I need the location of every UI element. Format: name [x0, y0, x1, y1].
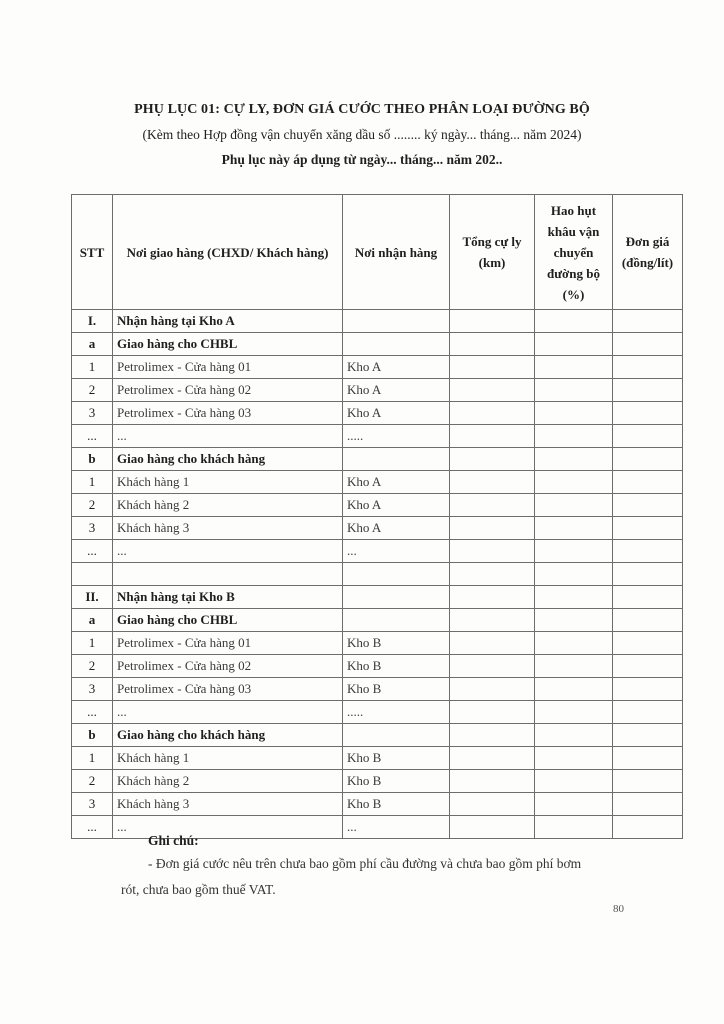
cell-delivery-place: Petrolimex - Cửa hàng 02 [113, 655, 343, 678]
cell-loss-rate [535, 379, 613, 402]
cell-distance [450, 310, 535, 333]
cell-loss-rate [535, 563, 613, 586]
table-row [72, 540, 683, 563]
cell-receiving-place: Kho B [343, 793, 450, 816]
cell-loss-rate [535, 816, 613, 839]
cell-loss-rate [535, 540, 613, 563]
cell-loss-rate [535, 494, 613, 517]
cell-unit-price [613, 655, 683, 678]
table-row [72, 747, 683, 770]
cell-delivery-place: Petrolimex - Cửa hàng 01 [113, 632, 343, 655]
page-title: PHỤ LỤC 01: CỰ LY, ĐƠN GIÁ CƯỚC THEO PHÂN LOẠI ĐƯỜNG BỘ [134, 102, 590, 117]
cell-receiving-place: Kho A [343, 356, 450, 379]
cell-stt: 2 [72, 770, 113, 793]
cell-unit-price [613, 793, 683, 816]
cell-distance [450, 632, 535, 655]
cell-stt: II. [72, 586, 113, 609]
table-section-row [72, 609, 683, 632]
cell-unit-price [613, 678, 683, 701]
cell-stt: 1 [72, 632, 113, 655]
cell-stt: ... [72, 816, 113, 839]
cell-stt: 3 [72, 678, 113, 701]
cell-unit-price [613, 540, 683, 563]
cell-unit-price [613, 517, 683, 540]
cell-loss-rate [535, 701, 613, 724]
cell-loss-rate [535, 655, 613, 678]
cell-unit-price [613, 770, 683, 793]
cell-receiving-place [343, 724, 450, 747]
cell-unit-price [613, 471, 683, 494]
table-row [72, 379, 683, 402]
cell-delivery-place: Giao hàng cho khách hàng [113, 724, 343, 747]
cell-distance [450, 793, 535, 816]
cell-delivery-place: Giao hàng cho CHBL [113, 333, 343, 356]
cell-unit-price [613, 425, 683, 448]
cell-stt: 3 [72, 517, 113, 540]
table-section-row [72, 724, 683, 747]
cell-stt [72, 563, 113, 586]
cell-distance [450, 540, 535, 563]
cell-distance [450, 816, 535, 839]
cell-distance [450, 471, 535, 494]
cell-delivery-place: Khách hàng 2 [113, 770, 343, 793]
cell-receiving-place: Kho B [343, 655, 450, 678]
table-section-row [72, 586, 683, 609]
cell-receiving-place [343, 310, 450, 333]
cell-delivery-place: ... [113, 540, 343, 563]
cell-loss-rate [535, 310, 613, 333]
cell-unit-price [613, 747, 683, 770]
cell-loss-rate [535, 724, 613, 747]
cell-distance [450, 563, 535, 586]
header-receiving-place: Nơi nhận hàng [343, 195, 450, 310]
cell-delivery-place: Petrolimex - Cửa hàng 02 [113, 379, 343, 402]
cell-loss-rate [535, 471, 613, 494]
cell-stt: ... [72, 425, 113, 448]
cell-receiving-place: ..... [343, 425, 450, 448]
cell-unit-price [613, 402, 683, 425]
header-loss-rate: Hao hụt khâu vận chuyển đường bộ (%) [535, 195, 613, 310]
cell-stt: a [72, 609, 113, 632]
table-body [72, 310, 683, 839]
cell-unit-price [613, 563, 683, 586]
table-section-row [72, 333, 683, 356]
table-row [72, 494, 683, 517]
cell-loss-rate [535, 402, 613, 425]
cell-distance [450, 425, 535, 448]
cell-distance [450, 517, 535, 540]
cell-unit-price [613, 448, 683, 471]
cell-receiving-place: ... [343, 816, 450, 839]
cell-receiving-place [343, 609, 450, 632]
cell-receiving-place: Kho A [343, 379, 450, 402]
cell-stt: b [72, 448, 113, 471]
cell-receiving-place: Kho A [343, 402, 450, 425]
cell-delivery-place: Khách hàng 3 [113, 793, 343, 816]
cell-distance [450, 494, 535, 517]
cell-receiving-place: Kho B [343, 678, 450, 701]
cell-unit-price [613, 586, 683, 609]
cell-stt: a [72, 333, 113, 356]
cell-delivery-place [113, 563, 343, 586]
header-stt: STT [72, 195, 113, 310]
cell-stt: 1 [72, 471, 113, 494]
table-row [72, 517, 683, 540]
header-unit-price: Đơn giá (đồng/lít) [613, 195, 683, 310]
cell-stt: ... [72, 701, 113, 724]
cell-distance [450, 402, 535, 425]
header-distance: Tổng cự ly (km) [450, 195, 535, 310]
cell-unit-price [613, 310, 683, 333]
table-row [72, 425, 683, 448]
cell-stt: I. [72, 310, 113, 333]
cell-delivery-place: ... [113, 425, 343, 448]
note-title: Ghi chú: [148, 833, 199, 848]
cell-delivery-place: Giao hàng cho CHBL [113, 609, 343, 632]
cell-receiving-place [343, 448, 450, 471]
cell-stt: ... [72, 540, 113, 563]
cell-unit-price [613, 379, 683, 402]
header-delivery-place: Nơi giao hàng (CHXD/ Khách hàng) [113, 195, 343, 310]
table-row [72, 793, 683, 816]
cell-unit-price [613, 356, 683, 379]
table-row [72, 402, 683, 425]
cell-delivery-place: ... [113, 816, 343, 839]
cell-delivery-place: Petrolimex - Cửa hàng 01 [113, 356, 343, 379]
cell-loss-rate [535, 678, 613, 701]
table-header-row [72, 195, 683, 310]
table-row [72, 655, 683, 678]
cell-delivery-place: Petrolimex - Cửa hàng 03 [113, 402, 343, 425]
cell-receiving-place: ... [343, 540, 450, 563]
cell-distance [450, 724, 535, 747]
cell-receiving-place [343, 586, 450, 609]
cell-loss-rate [535, 448, 613, 471]
cell-receiving-place: Kho B [343, 770, 450, 793]
table-blank-row [72, 563, 683, 586]
cell-stt: 1 [72, 747, 113, 770]
cell-distance [450, 655, 535, 678]
cell-loss-rate [535, 333, 613, 356]
cell-delivery-place: Khách hàng 1 [113, 471, 343, 494]
cell-loss-rate [535, 793, 613, 816]
page-number: 80 [613, 903, 624, 915]
cell-loss-rate [535, 356, 613, 379]
cell-receiving-place: Kho A [343, 471, 450, 494]
cell-delivery-place: Khách hàng 3 [113, 517, 343, 540]
cell-stt: b [72, 724, 113, 747]
cell-stt: 1 [72, 356, 113, 379]
cell-delivery-place: ... [113, 701, 343, 724]
cell-receiving-place: Kho B [343, 747, 450, 770]
cell-distance [450, 701, 535, 724]
cell-unit-price [613, 333, 683, 356]
cell-unit-price [613, 609, 683, 632]
table-row [72, 701, 683, 724]
cell-loss-rate [535, 632, 613, 655]
cell-delivery-place: Nhận hàng tại Kho B [113, 586, 343, 609]
cell-distance [450, 333, 535, 356]
cell-receiving-place: Kho A [343, 494, 450, 517]
cell-delivery-place: Giao hàng cho khách hàng [113, 448, 343, 471]
cell-distance [450, 678, 535, 701]
contract-reference: (Kèm theo Hợp đồng vận chuyển xăng dầu số ........ ký ngày... tháng... năm 2024) [142, 127, 582, 142]
table-section-row [72, 310, 683, 333]
cell-distance [450, 448, 535, 471]
cell-delivery-place: Nhận hàng tại Kho A [113, 310, 343, 333]
cell-receiving-place [343, 563, 450, 586]
cell-distance [450, 379, 535, 402]
table-row [72, 632, 683, 655]
effective-date-line: Phụ lục này áp dụng từ ngày... tháng... năm 202.. [221, 152, 503, 167]
cell-receiving-place: ..... [343, 701, 450, 724]
cell-delivery-place: Khách hàng 2 [113, 494, 343, 517]
cell-distance [450, 747, 535, 770]
cell-stt: 2 [72, 379, 113, 402]
cell-delivery-place: Khách hàng 1 [113, 747, 343, 770]
cell-loss-rate [535, 609, 613, 632]
cell-loss-rate [535, 747, 613, 770]
cell-unit-price [613, 494, 683, 517]
table-row [72, 356, 683, 379]
cell-stt: 3 [72, 402, 113, 425]
table-row [72, 770, 683, 793]
cell-unit-price [613, 701, 683, 724]
cell-distance [450, 586, 535, 609]
cell-delivery-place: Petrolimex - Cửa hàng 03 [113, 678, 343, 701]
cell-unit-price [613, 724, 683, 747]
cell-loss-rate [535, 517, 613, 540]
cell-stt: 2 [72, 655, 113, 678]
cell-receiving-place [343, 333, 450, 356]
cell-receiving-place: Kho A [343, 517, 450, 540]
cell-unit-price [613, 632, 683, 655]
table-row [72, 678, 683, 701]
cell-receiving-place: Kho B [343, 632, 450, 655]
cell-distance [450, 356, 535, 379]
cell-unit-price [613, 816, 683, 839]
cell-loss-rate [535, 425, 613, 448]
table-row [72, 471, 683, 494]
rate-table [71, 194, 683, 839]
cell-stt: 3 [72, 793, 113, 816]
cell-distance [450, 609, 535, 632]
note-text-line-2: rót, chưa bao gồm thuế VAT. [121, 882, 276, 897]
cell-loss-rate [535, 586, 613, 609]
cell-stt: 2 [72, 494, 113, 517]
cell-distance [450, 770, 535, 793]
cell-loss-rate [535, 770, 613, 793]
note-text-line-1: - Đơn giá cước nêu trên chưa bao gồm phí cầu đường và chưa bao gồm phí bơm [148, 856, 582, 871]
table-section-row [72, 448, 683, 471]
